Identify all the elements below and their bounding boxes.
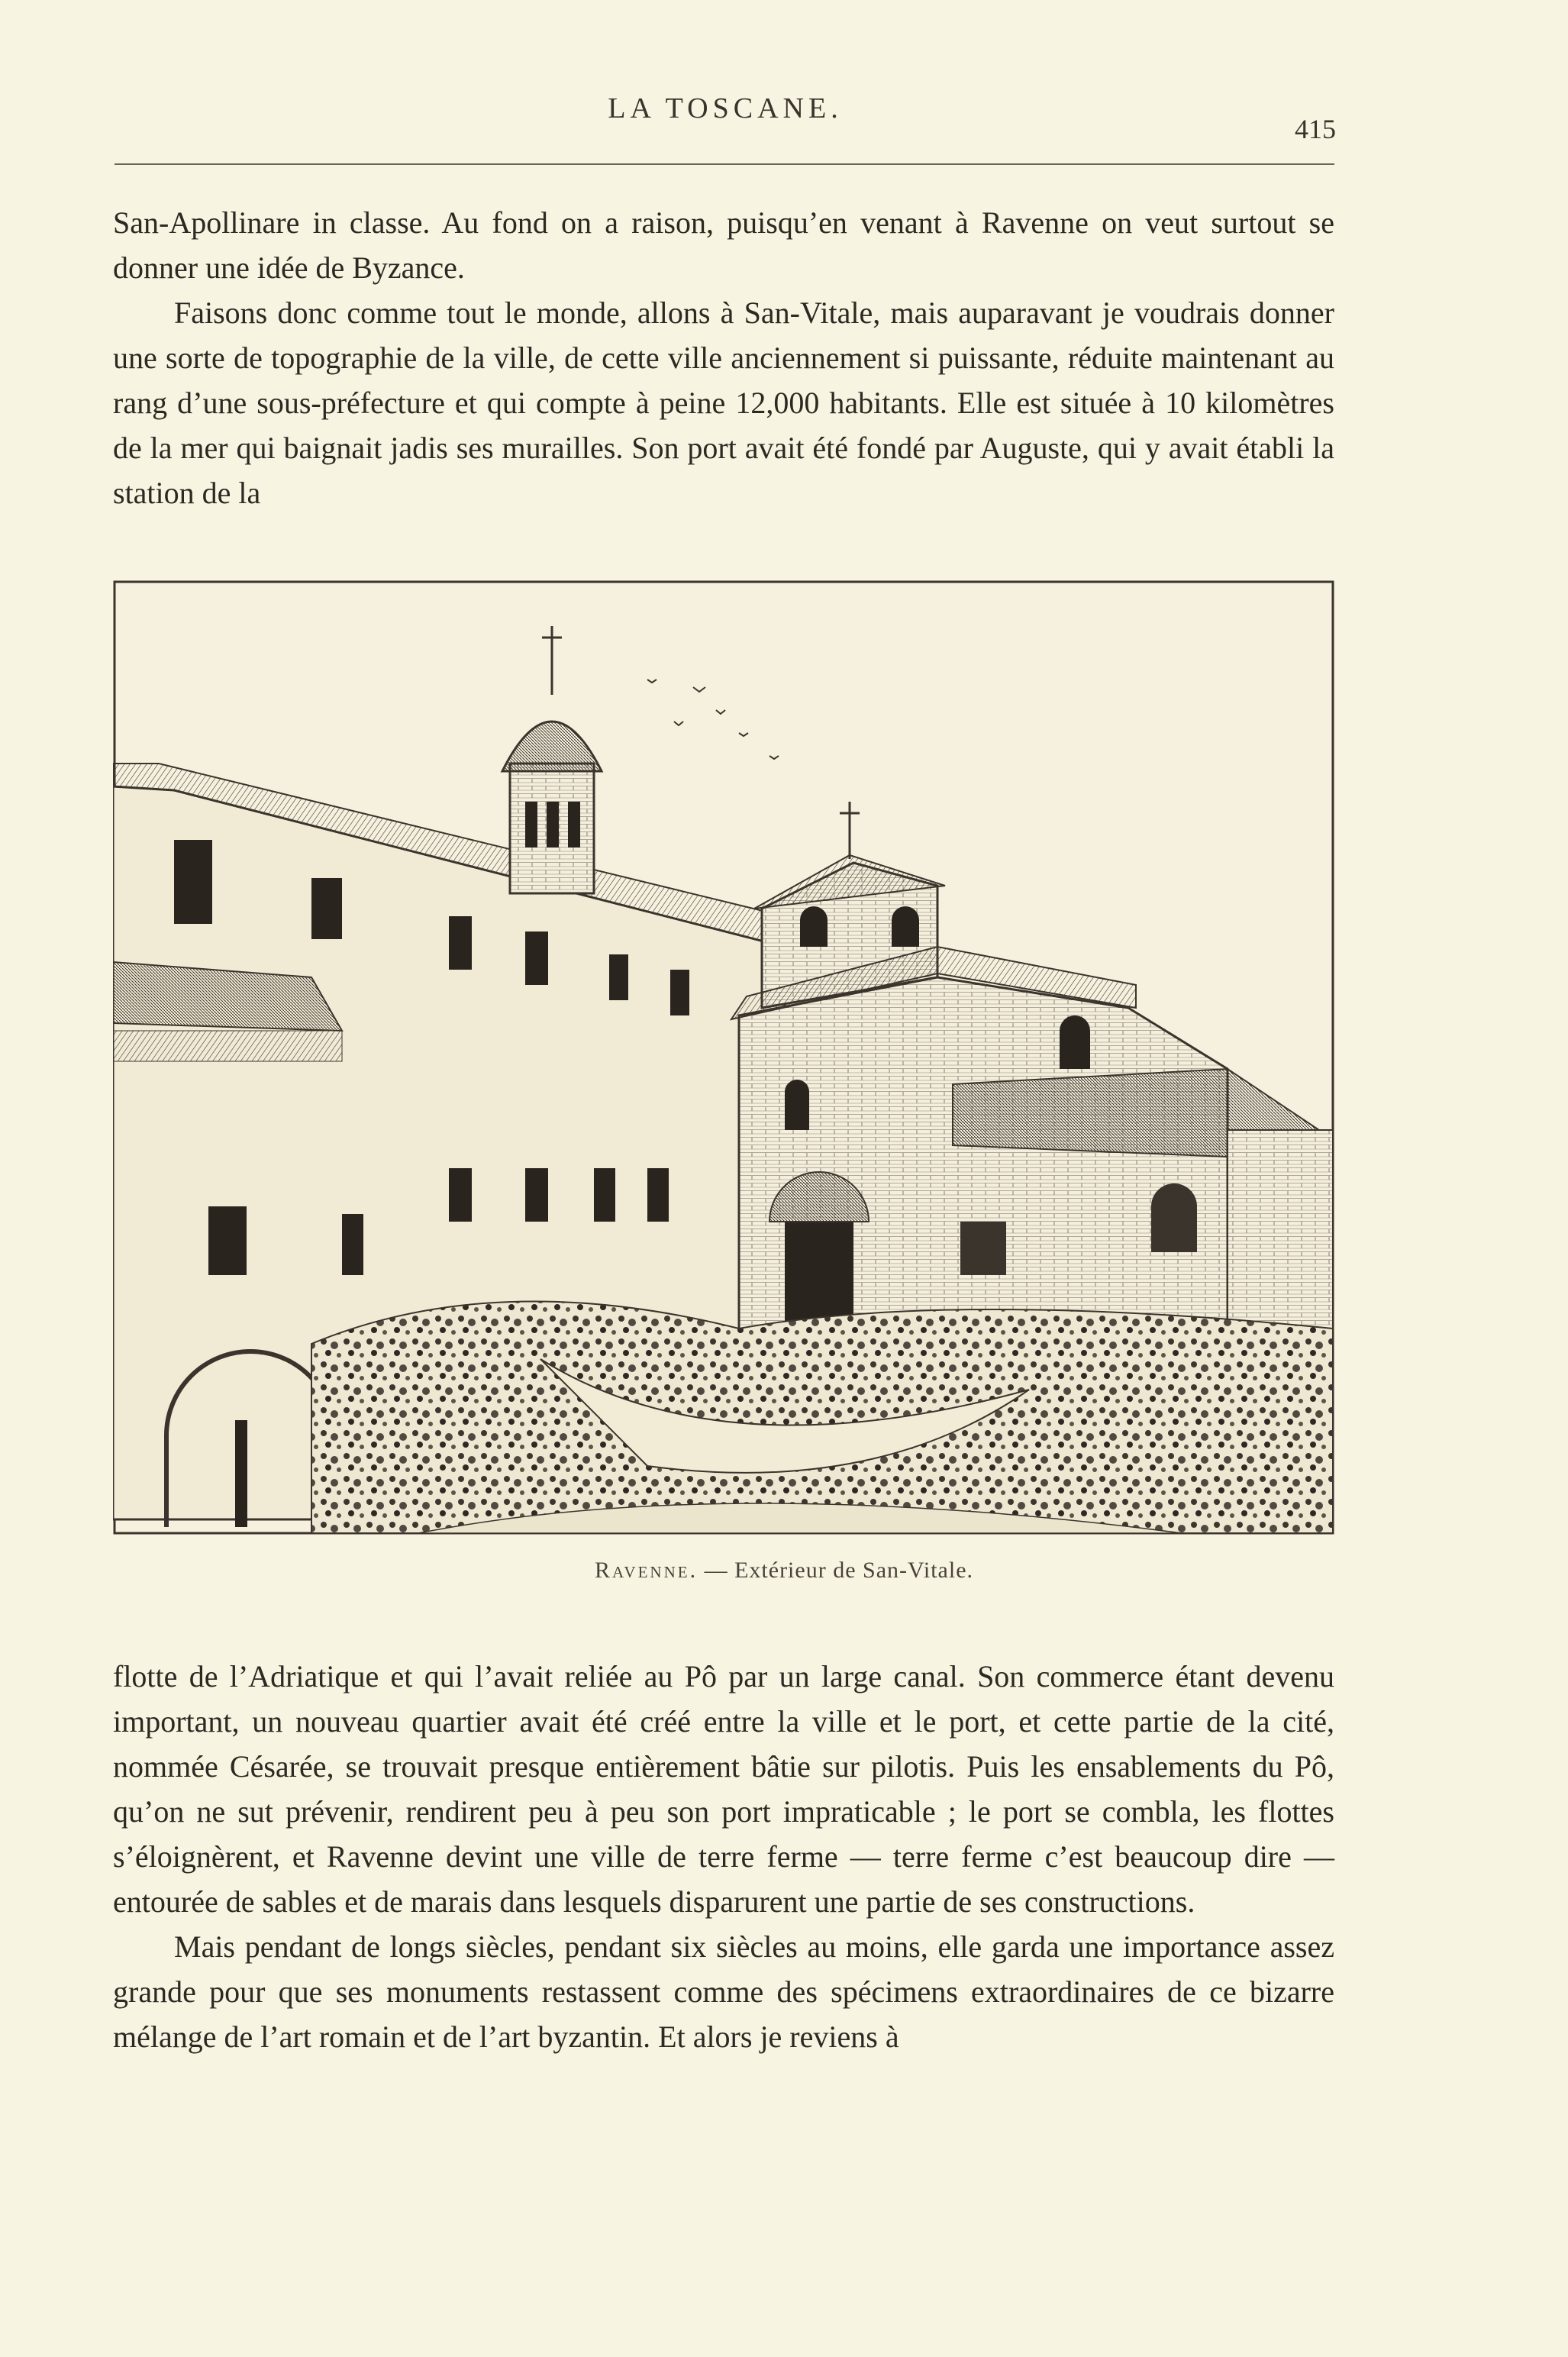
page-number: 415 xyxy=(1295,114,1336,144)
caption-separator: — xyxy=(698,1558,735,1583)
paragraph: flotte de l’Adriatique et qui l’avait reliée au Pô par un large canal. Son commerce étant devenu important, un nouveau quartier avait été créé entre la ville et le port, et cette partie de la cité, nommée Césarée, se trouvait presque entièrement bâtie sur pilotis. Puis les ensablements du Pô, qu’on ne sut prévenir, rendirent peu à peu son port impraticable ; le port se combla, les flottes s’éloignèrent, et Ravenne devint une ville de terre ferme — terre ferme c’est beaucoup dire — entourée de sables et de marais dans lesquels disparurent une partie de ses constructions. xyxy=(113,1659,1334,1919)
figure-caption xyxy=(0,1558,1568,1584)
paragraph: San-Apollinare in classe. Au fond on a raison, puisqu’en venant à Ravenne on veut surtout se donner une idée de Byzance. xyxy=(113,205,1334,285)
illustration-san-vitale xyxy=(113,580,1334,1535)
caption-text: Extérieur de San-Vitale. xyxy=(734,1558,974,1583)
caption-place: Ravenne. xyxy=(594,1558,699,1583)
body-text-bottom xyxy=(113,1654,1334,2059)
paragraph: Faisons donc comme tout le monde, allons à San-Vitale, mais auparavant je voudrais donner une sorte de topographie de la ville, de cette ville anciennement si puissante, réduite maintenant au rang d’une sous-préfecture et qui compte à peine 12,000 habitants. Elle est située à 10 kilomètres de la mer qui baignait jadis ses murailles. Son port avait été fondé par Auguste, qui y avait établi la station de la xyxy=(113,295,1334,510)
body-text-top xyxy=(113,200,1334,515)
header-rule xyxy=(115,163,1334,165)
paragraph: Mais pendant de longs siècles, pendant six siècles au moins, elle garda une importance assez grande pour que ses monuments restassent comme des spécimens extraordinaires de ce bizarre mélange de l’art romain et de l’art byzantin. Et alors je reviens à xyxy=(113,1929,1334,2054)
running-title: LA TOSCANE. xyxy=(608,92,843,124)
running-head xyxy=(115,92,1336,144)
